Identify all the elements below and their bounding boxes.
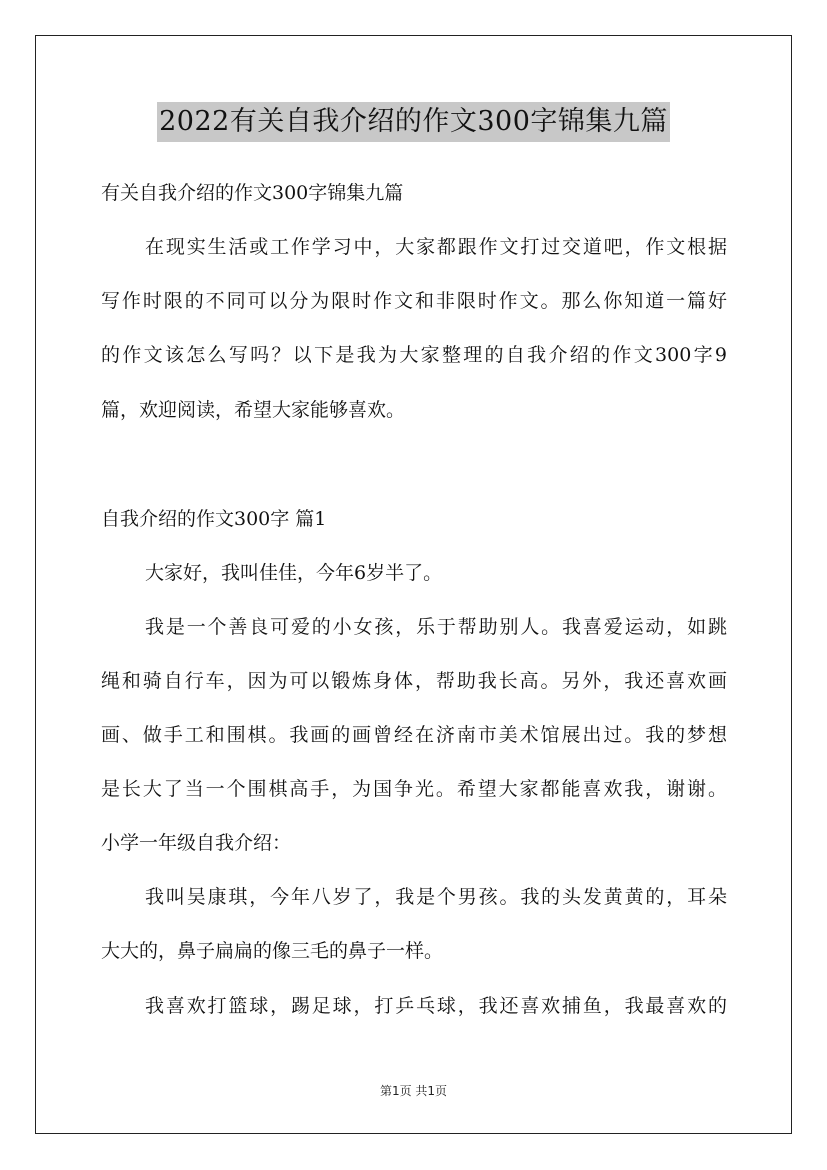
page-number-footer: 第1页 共1页 bbox=[379, 1084, 448, 1098]
section-heading: 自我介绍的作文300字 篇1 bbox=[101, 508, 327, 530]
section-line-5: 是长大了当一个围棋高手，为国争光。希望大家都能喜欢我，谢谢。 bbox=[101, 778, 727, 800]
document-title bbox=[0, 100, 827, 142]
document-title-text: 2022有关自我介绍的作文300字锦集九篇 bbox=[157, 102, 670, 142]
section-line-1: 大家好，我叫佳佳，今年6岁半了。 bbox=[145, 562, 443, 584]
section-line-8: 大大的，鼻子扁扁的像三毛的鼻子一样。 bbox=[101, 940, 444, 962]
section-line-6: 小学一年级自我介绍： bbox=[101, 832, 292, 854]
intro-line-1: 在现实生活或工作学习中，大家都跟作文打过交道吧，作文根据 bbox=[145, 236, 727, 258]
document-subtitle: 有关自我介绍的作文300字锦集九篇 bbox=[101, 182, 404, 204]
section-line-4: 画、做手工和围棋。我画的画曾经在济南市美术馆展出过。我的梦想 bbox=[101, 724, 727, 746]
section-line-7: 我叫吴康琪，今年八岁了，我是个男孩。我的头发黄黄的，耳朵 bbox=[145, 886, 727, 908]
intro-line-3: 的作文该怎么写吗？以下是我为大家整理的自我介绍的作文300字9 bbox=[101, 344, 727, 366]
section-line-2: 我是一个善良可爱的小女孩，乐于帮助别人。我喜爱运动，如跳 bbox=[145, 616, 727, 638]
section-line-9: 我喜欢打篮球，踢足球，打乒乓球，我还喜欢捕鱼，我最喜欢的 bbox=[145, 995, 727, 1017]
intro-line-4: 篇，欢迎阅读，希望大家能够喜欢。 bbox=[101, 399, 406, 421]
intro-line-2: 写作时限的不同可以分为限时作文和非限时作文。那么你知道一篇好 bbox=[101, 290, 727, 312]
section-line-3: 绳和骑自行车，因为可以锻炼身体，帮助我长高。另外，我还喜欢画 bbox=[101, 670, 727, 692]
